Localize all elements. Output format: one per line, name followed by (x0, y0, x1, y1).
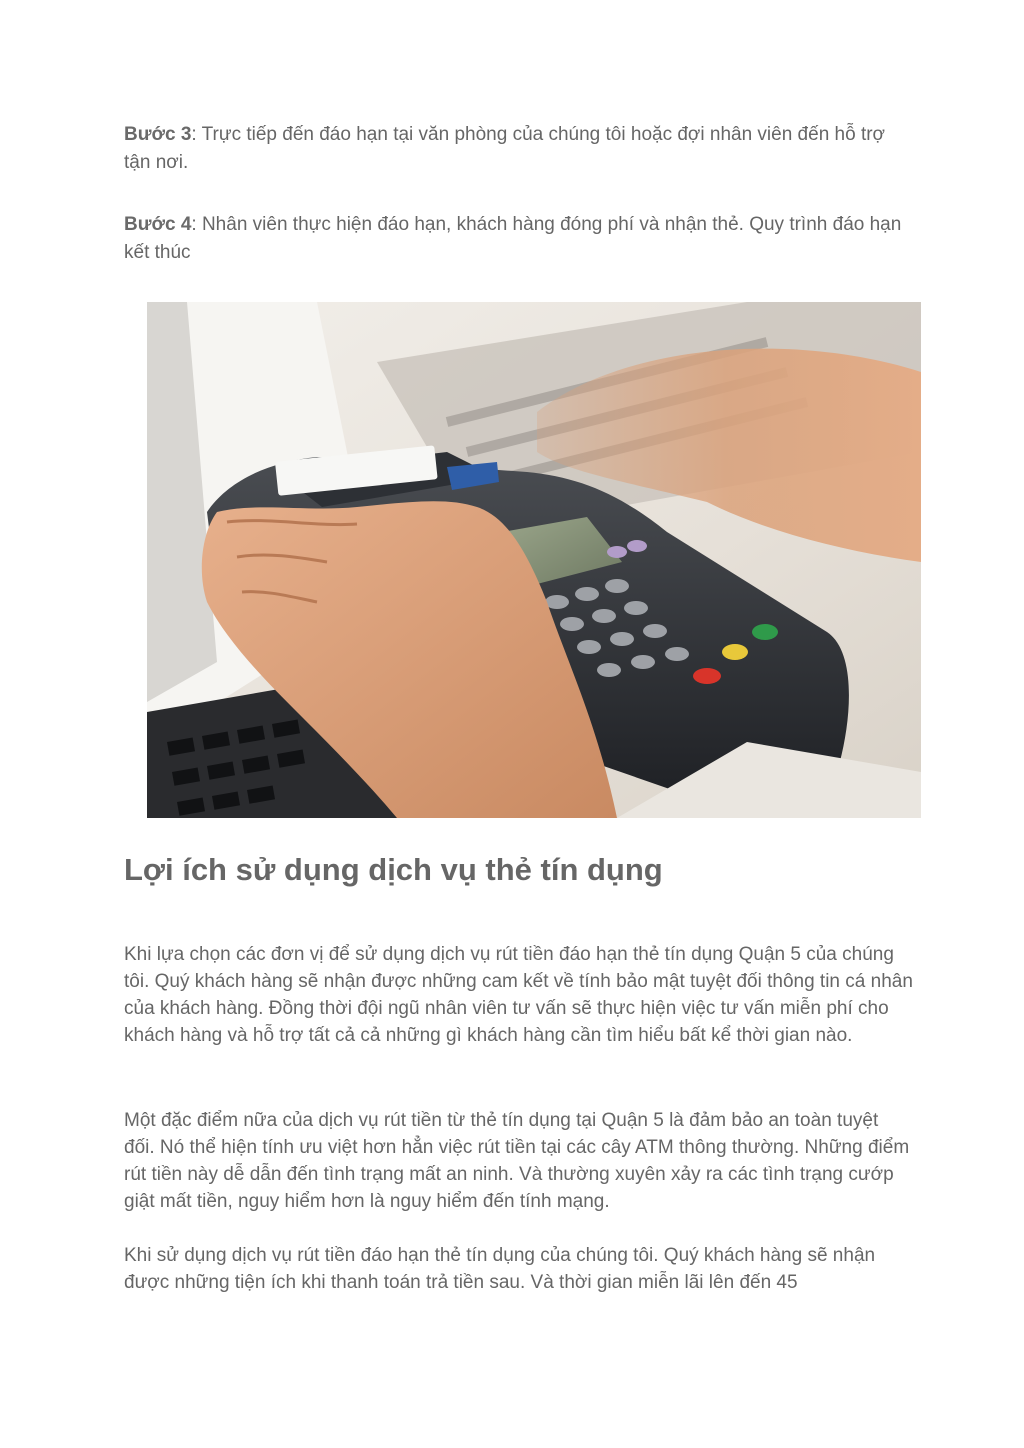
step-4-paragraph (124, 211, 914, 267)
benefit-paragraph-1: Khi lựa chọn các đơn vị để sử dụng dịch vụ rút tiền đáo hạn thẻ tín dụng Quận 5 của chúng tôi. Quý khách hàng sẽ nhận được những cam kết về tính bảo mật tuyệt đối thông tin cá nhân của khách hàng. Đồng thời đội ngũ nhân viên tư vấn sẽ thực hiện việc tư vấn miễn phí cho khách hàng và hỗ trợ tất cả cả những gì khách hàng cần tìm hiểu bất kể thời gian nào. (124, 944, 913, 1046)
section-heading: Lợi ích sử dụng dịch vụ thẻ tín dụng (124, 852, 663, 887)
step-3-text: : Trực tiếp đến đáo hạn tại văn phòng của chúng tôi hoặc đợi nhân viên đến hỗ trợ tận nơi. (124, 124, 886, 173)
step-3-paragraph (124, 121, 914, 177)
benefit-paragraph-2: Một đặc điểm nữa của dịch vụ rút tiền từ thẻ tín dụng tại Quận 5 là đảm bảo an toàn tuyệt đối. Nó thể hiện tính ưu việt hơn hẳn việc rút tiền tại các cây ATM thông thường. Những điểm rút tiền này dễ dẫn đến tình trạng mất an ninh. Và thường xuyên xảy ra các tình trạng cướp giật mất tiền, nguy hiểm hơn là nguy hiểm đến tính mạng. (124, 1110, 910, 1212)
card-payment-terminal-photo (147, 302, 921, 818)
step-4-text: : Nhân viên thực hiện đáo hạn, khách hàng đóng phí và nhận thẻ. Quy trình đáo hạn kết thúc (124, 214, 902, 263)
step-3-label: Bước 3 (124, 124, 192, 145)
step-4-label: Bước 4 (124, 214, 192, 235)
benefit-paragraph-3: Khi sử dụng dịch vụ rút tiền đáo hạn thẻ tín dụng của chúng tôi. Quý khách hàng sẽ nhận được những tiện ích khi thanh toán trả tiền sau. Và thời gian miễn lãi lên đến 45 (124, 1245, 876, 1293)
